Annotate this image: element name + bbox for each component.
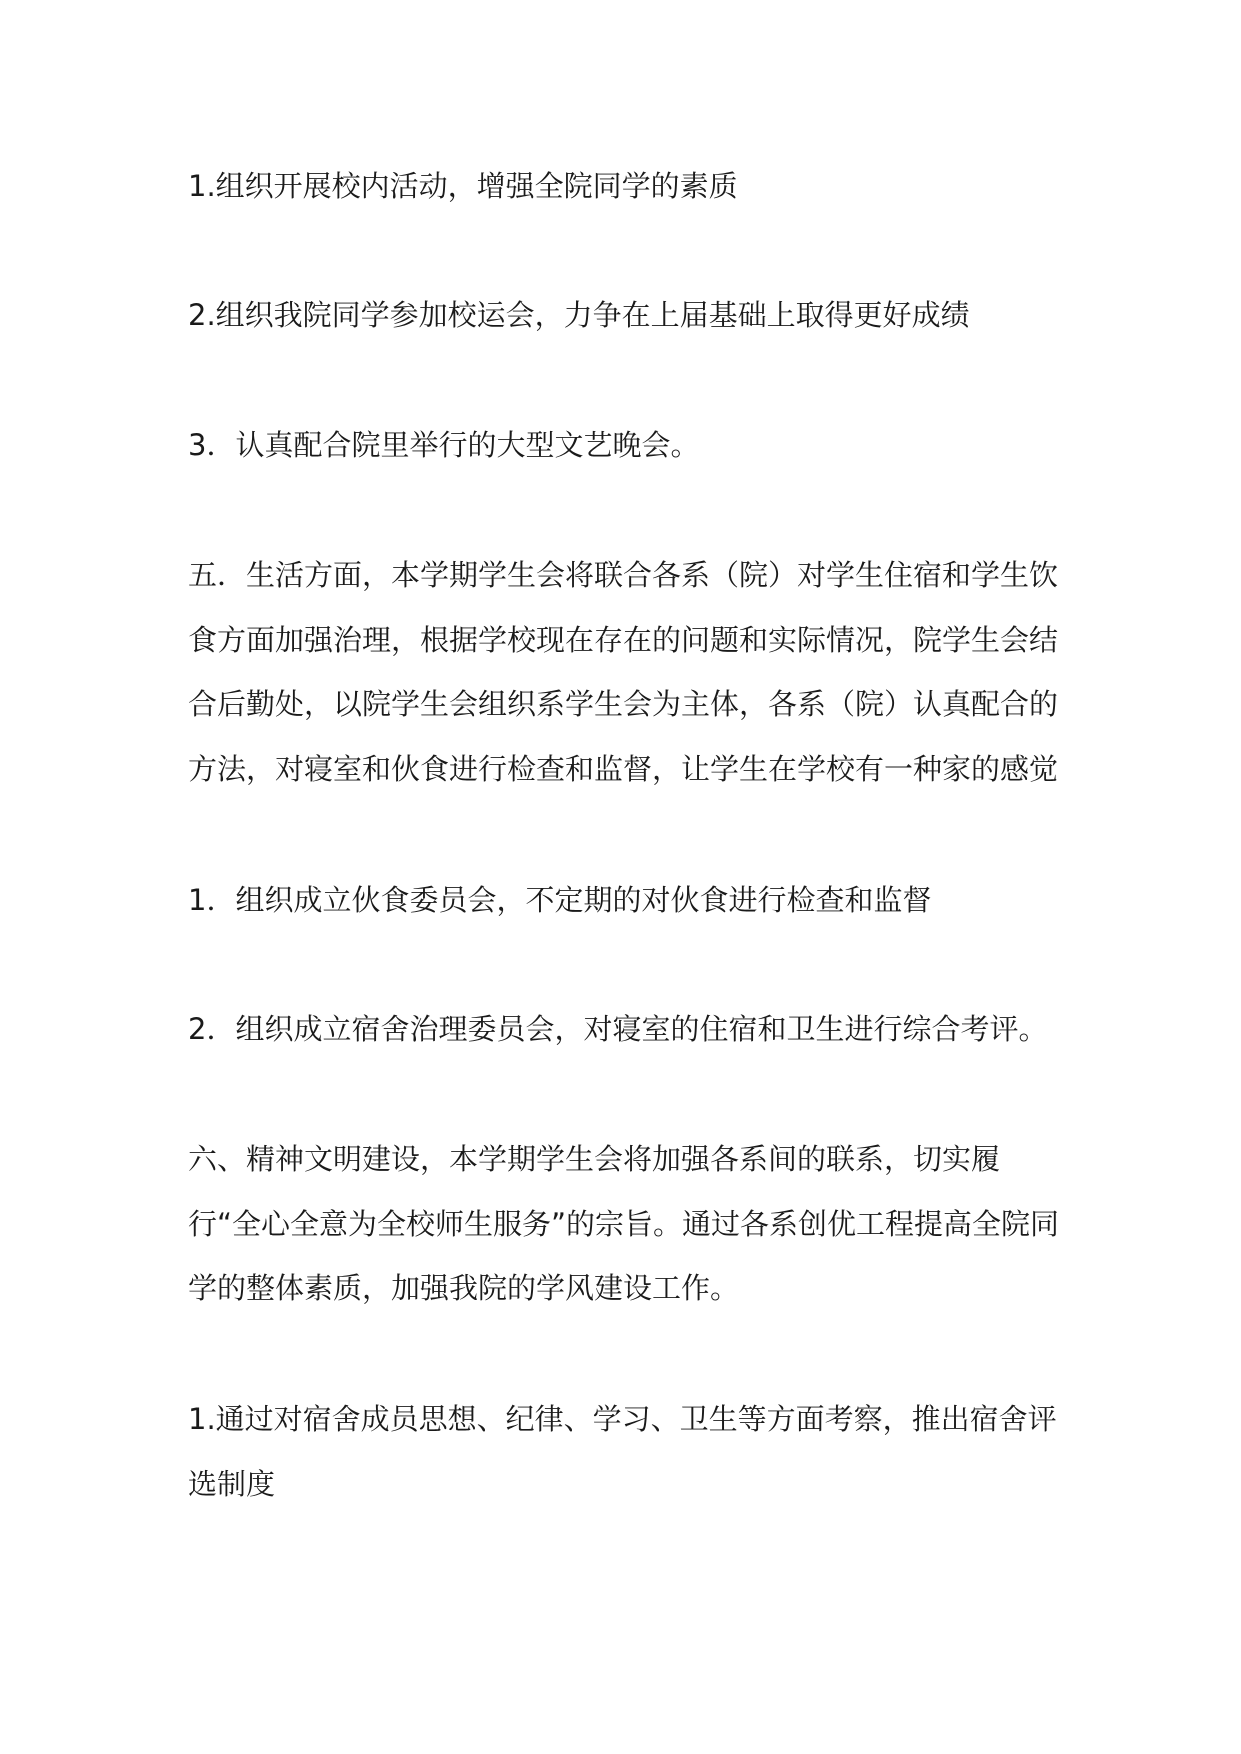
paragraph-activities-item-3: 3．认真配合院里举行的大型文艺晚会。	[188, 428, 700, 462]
paragraph-life-item-2: 2．组织成立宿舍治理委员会，对寝室的住宿和卫生进行综合考评。	[188, 1012, 1048, 1046]
paragraph-section-five-life: 五．生活方面，本学期学生会将联合各系（院）对学生住宿和学生饮食方面加强治理，根据学校现在存在的问题和实际情况，院学生会结合后勤处，以院学生会组织系学生会为主体，各系（院）认真配合的方法，对寝室和伙食进行检查和监督，让学生在学校有一种家的感觉	[188, 558, 1059, 786]
paragraph-section-six-civilization: 六、精神文明建设，本学期学生会将加强各系间的联系，切实履行“全心全意为全校师生服务”的宗旨。通过各系创优工程提高全院同学的整体素质，加强我院的学风建设工作。	[188, 1142, 1060, 1305]
paragraph-civilization-item-1: 1.通过对宿舍成员思想、纪律、学习、卫生等方面考察，推出宿舍评选制度	[188, 1402, 1057, 1501]
paragraph-activities-item-2: 2.组织我院同学参加校运会，力争在上届基础上取得更好成绩	[188, 298, 970, 332]
paragraph-life-item-1: 1．组织成立伙食委员会，不定期的对伙食进行检查和监督	[188, 883, 932, 917]
paragraph-activities-item-1: 1.组织开展校内活动，增强全院同学的素质	[188, 169, 738, 203]
